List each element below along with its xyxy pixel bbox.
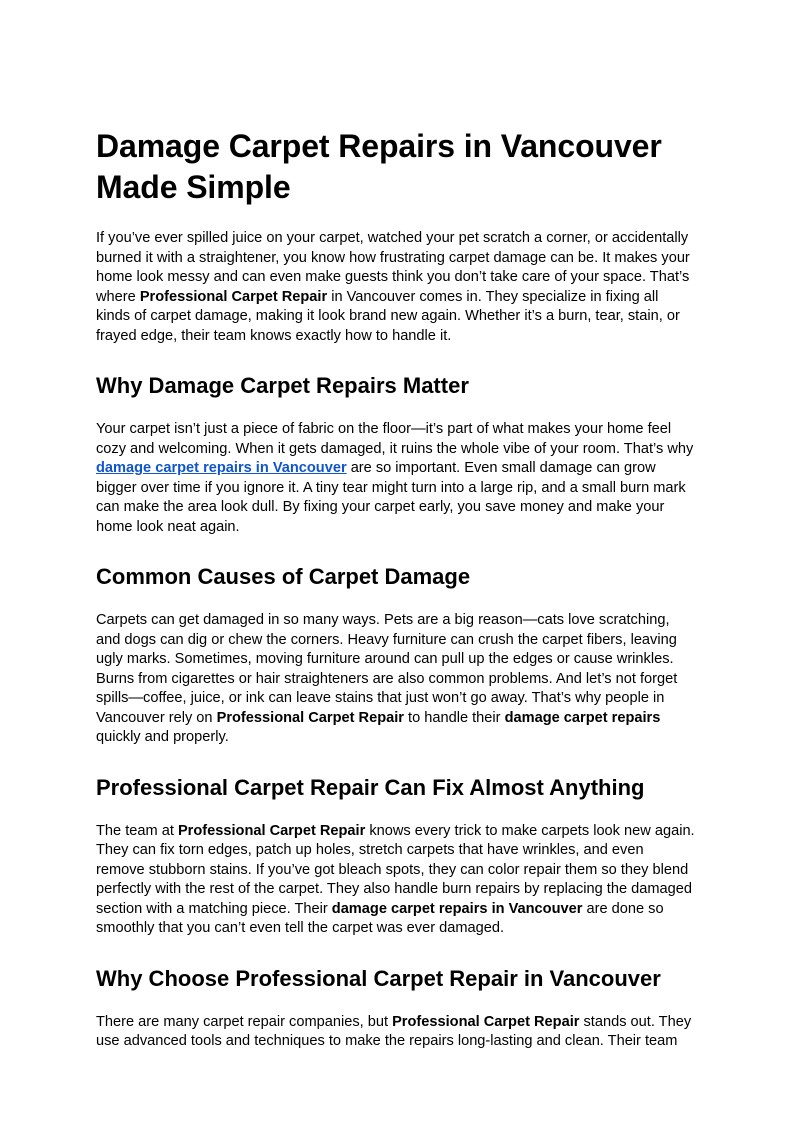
intro-line-4 <box>96 288 706 308</box>
intro-paragraph <box>96 229 706 346</box>
fix-line-1 <box>96 822 706 842</box>
choose-line-1 <box>96 1013 706 1033</box>
intro-line-5: kinds of carpet damage, making it look brand new again. Whether it’s a burn, tear, stain, or <box>96 308 680 324</box>
bold-keyword: damage carpet repairs in Vancouver <box>331 900 583 917</box>
damage-carpet-repairs-link[interactable]: damage carpet repairs in Vancouver <box>96 460 347 476</box>
causes-text: Vancouver rely on <box>96 709 217 726</box>
heading-fix: Professional Carpet Repair Can Fix Almost Anything <box>96 774 645 800</box>
bold-brand-name: Professional Carpet Repair <box>177 822 366 839</box>
intro-line-6: frayed edge, their team knows exactly how to handle it. <box>96 327 452 344</box>
heading-causes: Common Causes of Carpet Damage <box>96 564 471 589</box>
causes-line-4: Burns from cigarettes or hair straighteners are also common problems. And let’s not forget <box>96 670 678 687</box>
fix-line-5 <box>96 900 706 920</box>
bold-brand-name: Professional Carpet Repair <box>139 288 328 305</box>
page-title-line-2: Made Simple <box>96 169 291 205</box>
page-title-line-1: Damage Carpet Repairs in Vancouver <box>96 128 662 164</box>
why-matter-line-1: Your carpet isn’t just a piece of fabric on the floor—it’s part of what makes your home feel <box>96 421 672 437</box>
intro-line-3: home look messy and can even make guests think you don’t take care of your space. That’s <box>96 269 690 285</box>
fix-line-3: remove stubborn stains. If you’ve got bleach spots, they can color repair them so they blend <box>96 861 689 878</box>
why-matter-line-5: can make the area look dull. By fixing your carpet early, you save money and make your <box>96 499 665 515</box>
why-matter-line-6: home look neat again. <box>96 518 240 535</box>
fix-line-6: smoothly that you can’t even tell the carpet was ever damaged. <box>96 920 505 936</box>
bold-keyword: damage carpet repairs <box>504 709 661 726</box>
causes-paragraph <box>96 611 706 748</box>
causes-line-7: quickly and properly. <box>96 729 229 745</box>
heading-why-matter: Why Damage Carpet Repairs Matter <box>96 373 469 398</box>
causes-line-1: Carpets can get damaged in so many ways. Pets are a big reason—cats love scratching, <box>96 612 670 628</box>
intro-text: in Vancouver comes in. They specialize in fixing all <box>327 288 659 305</box>
why-matter-line-4: bigger over time if you ignore it. A tiny tear might turn into a large rip, and a small burn mark <box>96 479 686 496</box>
choose-line-2: use advanced tools and techniques to make the repairs long-lasting and clean. Their team <box>96 1033 678 1049</box>
fix-text: The team at <box>96 822 178 839</box>
causes-line-3: ugly marks. Sometimes, moving furniture around can pull up the edges or cause wrinkles. <box>96 651 674 667</box>
fix-paragraph <box>96 822 706 939</box>
causes-line-6 <box>96 709 706 729</box>
fix-text: section with a matching piece. Their <box>96 900 332 917</box>
why-matter-line-2: cozy and welcoming. When it gets damaged, it ruins the whole vibe of your room. That’s why <box>96 440 694 457</box>
heading-choose: Why Choose Professional Carpet Repair in Vancouver <box>96 965 661 991</box>
bold-brand-name: Professional Carpet Repair <box>216 709 404 726</box>
page-title <box>96 126 706 208</box>
fix-line-2: They can fix torn edges, patch up holes, stretch carpets that have wrinkles, and even <box>96 842 644 858</box>
why-matter-text: are so important. Even small damage can grow <box>346 460 656 476</box>
why-matter-paragraph <box>96 420 706 537</box>
intro-line-1: If you’ve ever spilled juice on your carpet, watched your pet scratch a corner, or accidentally <box>96 230 689 246</box>
causes-line-2: and dogs can dig or chew the corners. Heavy furniture can crush the carpet fibers, leaving <box>96 631 677 648</box>
causes-line-5: spills—coffee, juice, or ink can leave stains that just won’t go away. That’s why people in <box>96 690 665 706</box>
document-page <box>96 126 706 1052</box>
fix-text: knows every trick to make carpets look new again. <box>365 822 695 839</box>
bold-brand-name: Professional Carpet Repair <box>392 1013 580 1030</box>
fix-line-4: perfectly with the rest of the carpet. They also handle burn repairs by replacing the damaged <box>96 881 692 897</box>
choose-text: There are many carpet repair companies, but <box>96 1013 393 1030</box>
choose-paragraph <box>96 1013 706 1052</box>
why-matter-line-3 <box>96 459 706 479</box>
intro-text: where <box>96 288 140 305</box>
causes-text: to handle their <box>403 709 505 726</box>
fix-text: are done so <box>582 900 664 917</box>
choose-text: stands out. They <box>579 1013 692 1030</box>
intro-line-2: burned it with a straightener, you know how frustrating carpet damage can be. It makes your <box>96 249 690 266</box>
